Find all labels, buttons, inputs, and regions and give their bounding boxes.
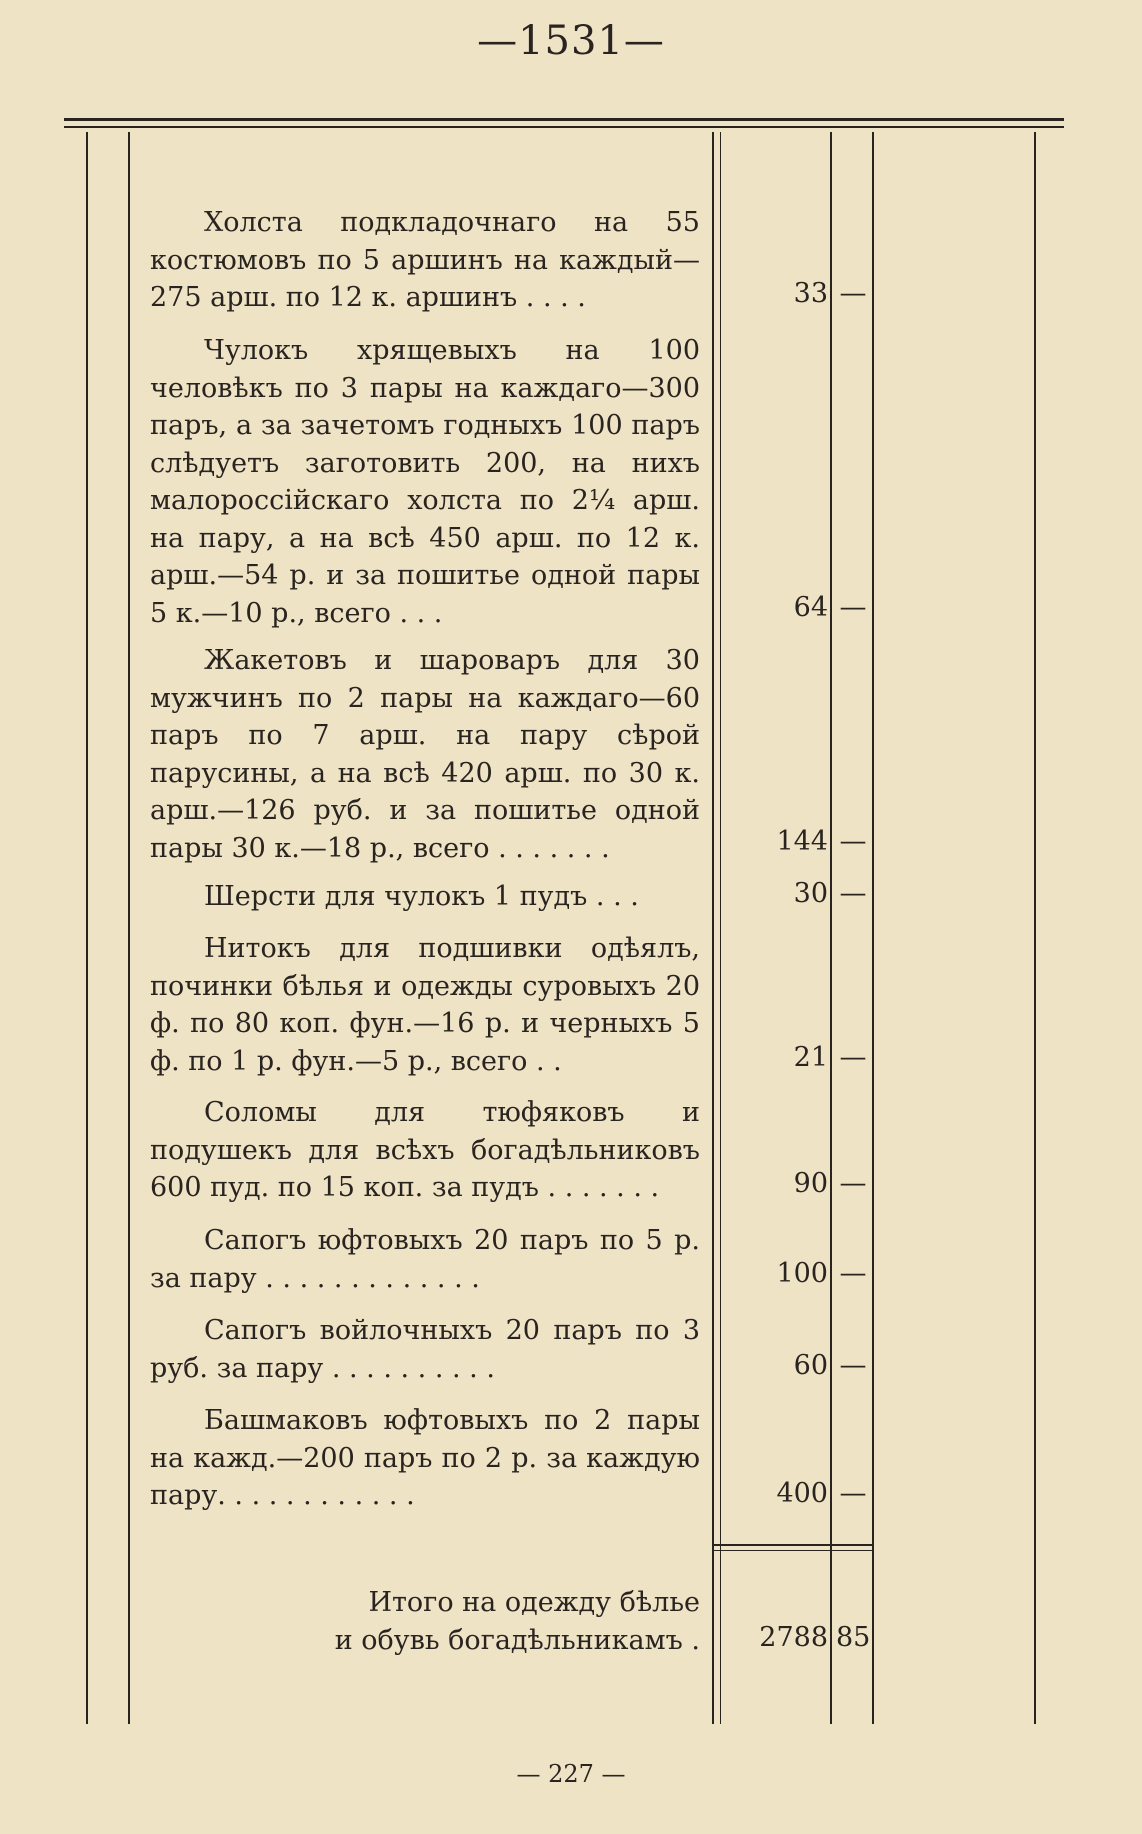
ledger-entry	[150, 332, 700, 632]
column-line	[128, 132, 130, 1724]
entry-text: Шерсти для чулокъ 1 пудъ . . .	[204, 881, 639, 912]
entry-amount: 30	[793, 878, 828, 909]
total-rule	[712, 1544, 872, 1546]
entry-text: Башмаковъ юфтовыхъ по 2 пары на кажд.—200 паръ по 2 р. за каждую пару. . . . . . . . . . . .	[150, 1405, 700, 1511]
header-rule	[64, 118, 1064, 121]
ledger-entry	[150, 1222, 700, 1297]
entry-kop: —	[839, 878, 867, 909]
column-line	[830, 132, 832, 1724]
entry-kop: —	[839, 592, 867, 623]
entry-kop: —	[839, 1478, 867, 1509]
entry-amount: 100	[776, 1258, 828, 1289]
header-rule-thin	[64, 126, 1064, 128]
entry-kop: —	[839, 1258, 867, 1289]
entry-amount: 400	[776, 1478, 828, 1509]
entry-kop: —	[839, 826, 867, 857]
total-rule-thin	[712, 1550, 872, 1551]
column-line	[872, 132, 874, 1724]
entry-amount: 90	[793, 1168, 828, 1199]
entry-text: Нитокъ для подшивки одѣялъ, починки бѣлья и одежды суровыхъ 20 ф. по 80 коп. фун.—16 р. и черныхъ 5 ф. по 1 р. фун.—5 р., всего . .	[150, 933, 700, 1077]
entry-text: Холста подкладочнаго на 55 костюмовъ по 5 аршинъ на каждый—275 арш. по 12 к. аршинъ . . . .	[150, 207, 700, 313]
page-number-footer: — 227 —	[516, 1760, 626, 1788]
entry-text: Сапогъ войлочныхъ 20 паръ по 3 руб. за пару . . . . . . . . . .	[150, 1315, 700, 1384]
page-number-header: —1531—	[477, 18, 665, 64]
ledger-entry	[150, 642, 700, 867]
column-line	[86, 132, 88, 1724]
ledger-entry	[150, 1312, 700, 1387]
column-line	[720, 132, 721, 1724]
entry-kop: —	[839, 1350, 867, 1381]
entry-amount: 144	[776, 826, 828, 857]
total-kop: 85	[836, 1622, 871, 1653]
ledger-entry	[150, 878, 700, 916]
column-line	[712, 132, 714, 1724]
entry-amount: 33	[793, 278, 828, 309]
entry-kop: —	[839, 278, 867, 309]
total-amount: 2788	[759, 1622, 828, 1653]
entry-text: Жакетовъ и шароваръ для 30 мужчинъ по 2 пары на каждаго—60 паръ по 7 арш. на пару сѣрой парусины, а на всѣ 420 арш. по 30 к. арш.—126 руб. и за пошитье одной пары 30 к.—18 р., всего . . . . . . .	[150, 645, 700, 864]
ledger-entry	[150, 1402, 700, 1515]
column-line	[1034, 132, 1036, 1724]
entry-text: Сапогъ юфтовыхъ 20 паръ по 5 р. за пару . . . . . . . . . . . . .	[150, 1225, 700, 1294]
entry-kop: —	[839, 1168, 867, 1199]
entry-text: Чулокъ хрящевыхъ на 100 человѣкъ по 3 пары на каждаго—300 паръ, а за зачетомъ годныхъ 100 паръ слѣдуетъ заготовить 200, на нихъ малороссійскаго холста по 2¼ арш. на пару, а на всѣ 450 арш. по 12 к. арш.—54 р. и за пошитье одной пары 5 к.—10 р., всего . . .	[150, 335, 700, 629]
entry-amount: 21	[793, 1042, 828, 1073]
entry-text: Соломы для тюфяковъ и подушекъ для всѣхъ богадѣльниковъ 600 пуд. по 15 коп. за пудъ . . . . . . .	[150, 1097, 700, 1203]
total-label-line2: и обувь богадѣльникамъ .	[334, 1625, 700, 1656]
entry-amount: 60	[793, 1350, 828, 1381]
entry-kop: —	[839, 1042, 867, 1073]
entry-amount: 64	[793, 592, 828, 623]
ledger-entry	[150, 204, 700, 317]
total-label-line1: Итого на одежду бѣлье	[368, 1587, 700, 1618]
ledger-entry	[150, 1094, 700, 1207]
ledger-entry	[150, 930, 700, 1080]
